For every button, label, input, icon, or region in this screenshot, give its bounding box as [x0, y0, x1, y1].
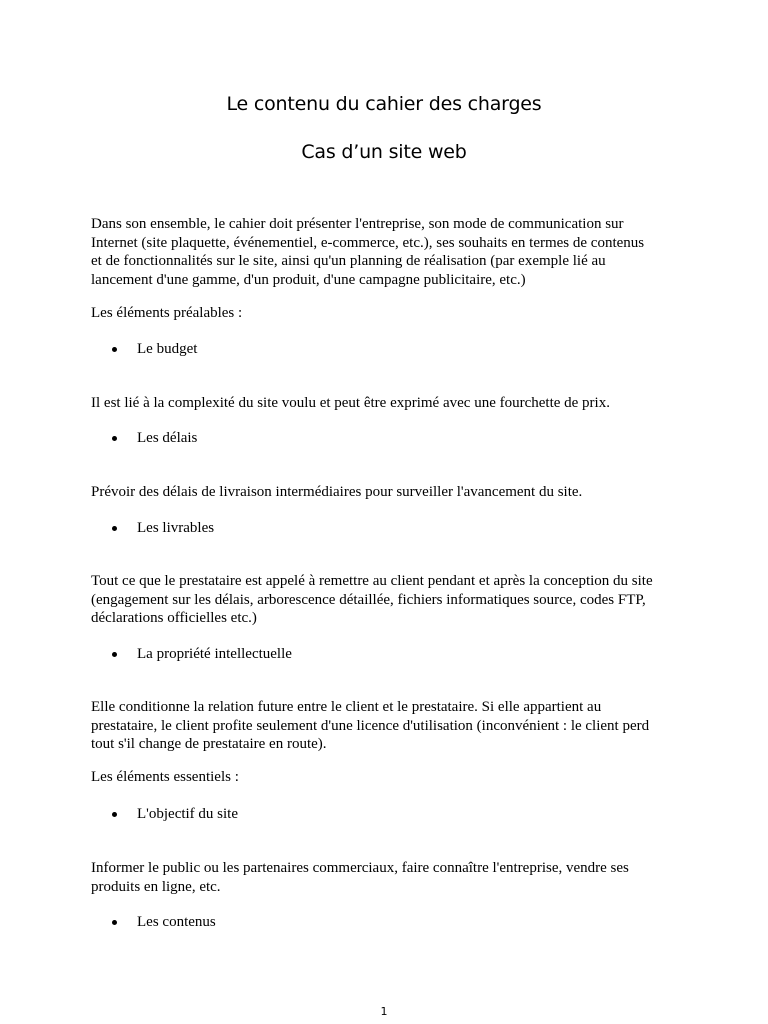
intro-line: et de fonctionnalités sur le site, ainsi qu'un planning de réalisation (par exemple lié au [91, 253, 606, 269]
bullet-label: Les délais [137, 430, 198, 446]
bullet-label: Les livrables [137, 520, 215, 536]
delais-paragraph: Prévoir des délais de livraison intermédiaires pour surveiller l'avancement du site. [91, 484, 583, 500]
livrables-line: déclarations officielles etc.) [91, 610, 257, 626]
livrables-paragraph [91, 572, 691, 628]
objectif-line: Informer le public ou les partenaires commerciaux, faire connaître l'entreprise, vendre ses [91, 860, 629, 876]
document-subtitle: Cas d’un site web [301, 141, 467, 163]
bullet-label: Le budget [137, 341, 198, 357]
budget-paragraph: Il est lié à la complexité du site voulu et peut être exprimé avec une fourchette de prix. [91, 395, 610, 411]
propriete-line: tout s'il change de prestataire en route). [91, 736, 327, 752]
intro-line: lancement d'une gamme, d'un produit, d'une campagne publicitaire, etc.) [91, 271, 526, 288]
propriete-paragraph [91, 698, 691, 754]
bullet-dot-icon [112, 652, 117, 657]
livrables-line: (engagement sur les délais, arborescence détaillée, fichiers informatiques source, codes FTP, [91, 591, 646, 608]
bullet-label: La propriété intellectuelle [137, 646, 292, 662]
intro-line: Dans son ensemble, le cahier doit présenter l'entreprise, son mode de communication sur [91, 216, 624, 232]
page-number: 1 [380, 1005, 388, 1018]
objectif-line: produits en ligne, etc. [91, 878, 221, 895]
intro-line: Internet (site plaquette, événementiel, e-commerce, etc.), ses souhaits en termes de contenus [91, 234, 645, 251]
bullet-label: L'objectif du site [137, 806, 239, 822]
prealables-heading: Les éléments préalables : [91, 305, 243, 321]
bullet-dot-icon [112, 812, 117, 817]
objectif-paragraph [91, 859, 691, 896]
bullet-dot-icon [112, 526, 117, 531]
bullet-dot-icon [112, 920, 117, 925]
intro-paragraph [91, 215, 691, 289]
bullet-label: Les contenus [137, 914, 216, 930]
document-title: Le contenu du cahier des charges [226, 93, 542, 115]
bullet-dot-icon [112, 436, 117, 441]
propriete-line: Elle conditionne la relation future entre le client et le prestataire. Si elle appartient au [91, 699, 602, 715]
livrables-line: Tout ce que le prestataire est appelé à remettre au client pendant et après la conception du site [91, 573, 653, 589]
propriete-line: prestataire, le client profite seulement d'une licence d'utilisation (inconvénient : le client perd [91, 717, 650, 734]
bullet-dot-icon [112, 347, 117, 352]
essentiels-heading: Les éléments essentiels : [91, 769, 239, 785]
